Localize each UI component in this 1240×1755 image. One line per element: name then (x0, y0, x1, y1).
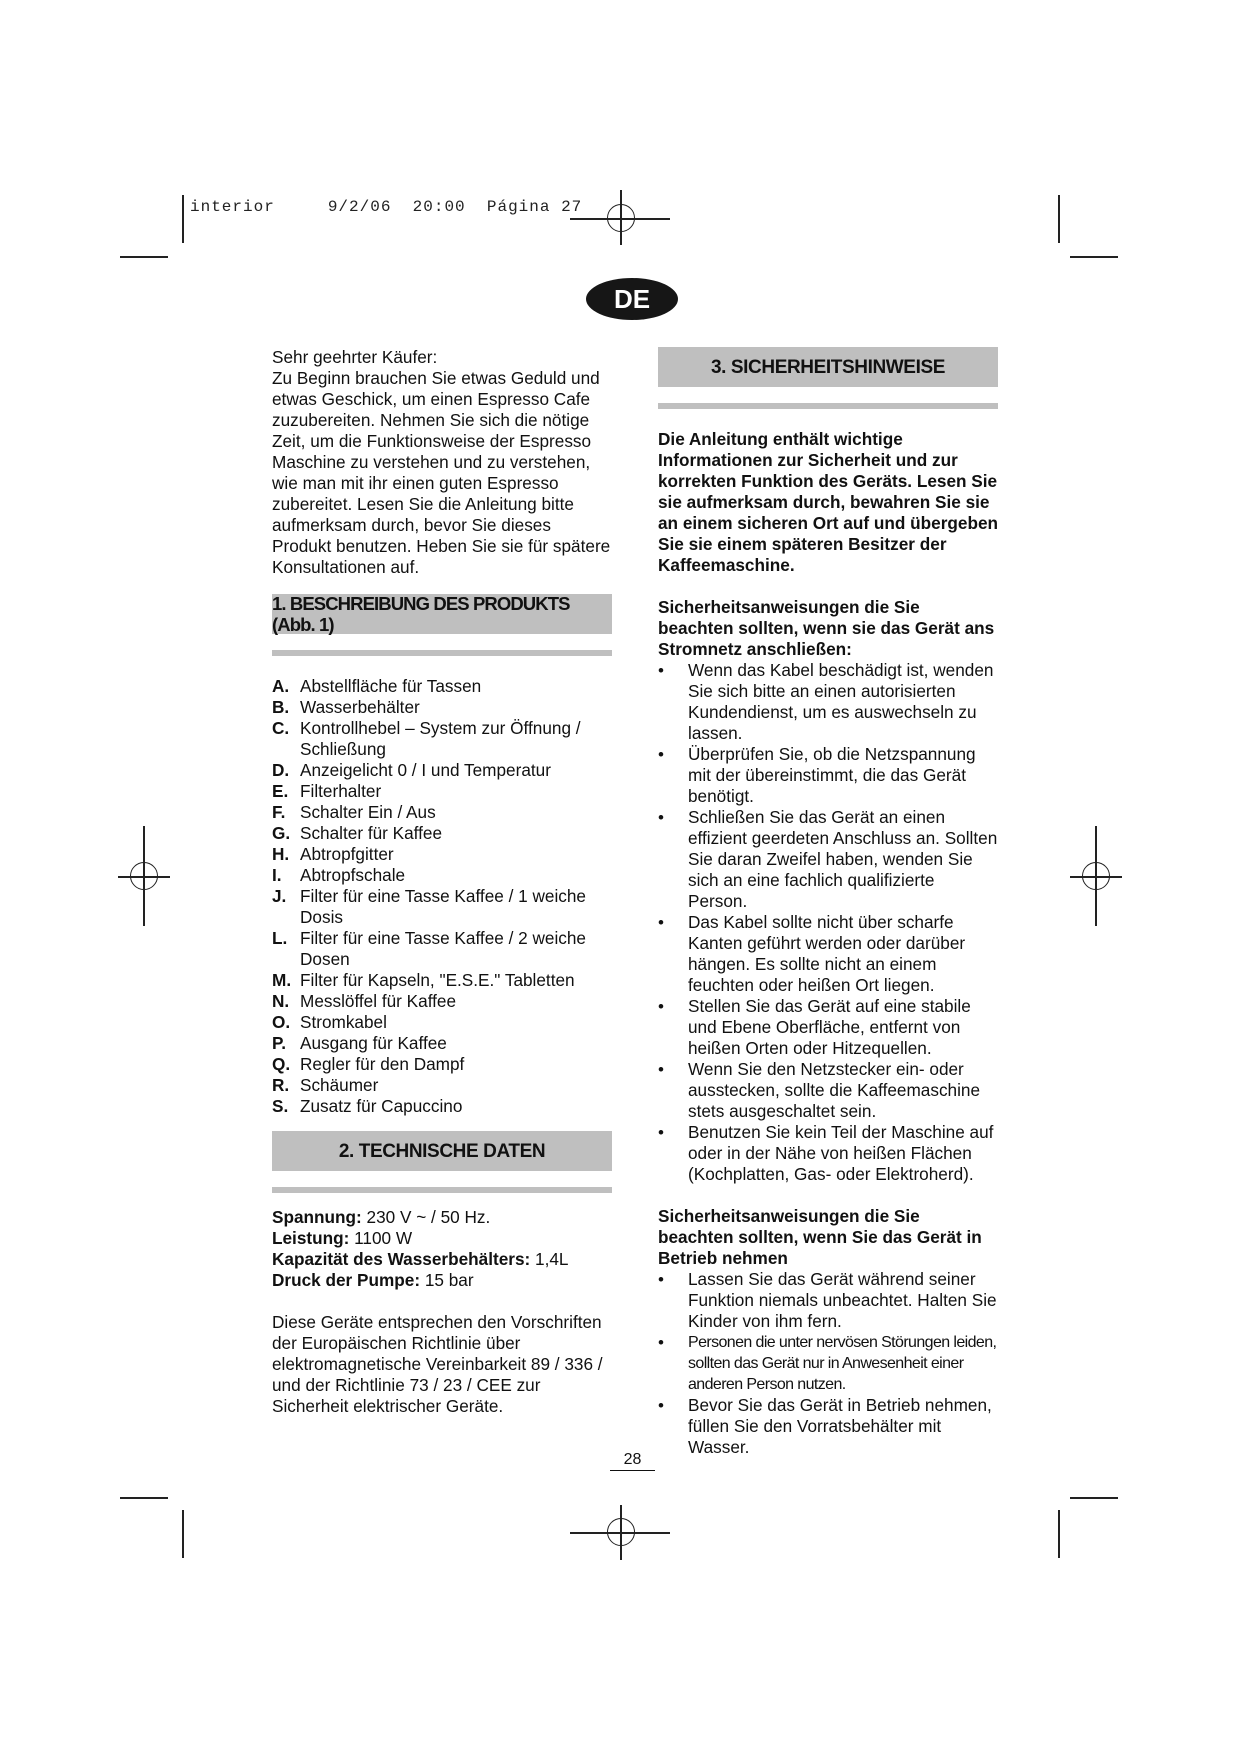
safety-item-text: Das Kabel sollte nicht über scharfe Kanten geführt werden oder darüber hängen. Es sollte nicht an einem feuchten oder heißen Ort liegen. (688, 912, 966, 995)
section3-divider (658, 403, 998, 409)
spec-value: 1100 W (354, 1228, 413, 1248)
part-text: Schalter für Kaffee (300, 823, 443, 843)
part-text: Abtropfgitter (300, 844, 394, 864)
safety-item (658, 1395, 998, 1458)
spec-row (272, 1270, 612, 1291)
section2-header-block (272, 1131, 612, 1193)
part-item (272, 802, 612, 823)
bullet-icon: • (658, 808, 664, 827)
safety-item-text: Lassen Sie das Gerät während seiner Funktion niemals unbeachtet. Halten Sie Kinder von ihm fern. (688, 1269, 997, 1331)
crop-mark (1070, 256, 1118, 258)
intro-salutation: Sehr geehrter Käufer: (272, 347, 438, 367)
crop-mark (1070, 1497, 1118, 1499)
part-item (272, 697, 612, 718)
safety-item (658, 996, 998, 1059)
section1-title: 1. BESCHREIBUNG DES PRODUKTS (Abb. 1) (272, 594, 612, 634)
spec-row (272, 1207, 612, 1228)
page-number: 28 (610, 1451, 655, 1471)
bullet-icon: • (658, 1396, 664, 1415)
part-item (272, 1012, 612, 1033)
crop-mark (1058, 195, 1060, 243)
part-letter: B. (272, 697, 290, 717)
crop-mark (182, 1510, 184, 1558)
bullet-icon: • (658, 1270, 664, 1289)
slug-time: 20:00 (412, 198, 466, 216)
part-letter: H. (272, 844, 290, 864)
part-text: Filter für eine Tasse Kaffee / 2 weiche Dosen (300, 928, 586, 969)
bullet-icon: • (658, 1333, 664, 1352)
spec-label: Leistung: (272, 1228, 350, 1248)
part-letter: N. (272, 991, 290, 1011)
safety-item (658, 807, 998, 912)
safety-subtitle-operation: Sicherheitsanweisungen die Sie beachten sollten, wenn Sie das Gerät in Betrieb nehmen (658, 1206, 982, 1268)
section3-title: 3. SICHERHEITSHINWEISE (658, 347, 998, 387)
part-text: Anzeigelicht 0 / I und Temperatur (300, 760, 551, 780)
part-item (272, 823, 612, 844)
intro-body: Zu Beginn brauchen Sie etwas Geduld und etwas Geschick, um einen Espresso Cafe zuzubereiten. Nehmen Sie sich die nötige Zeit, um die Funktionsweise der Espresso Maschine zu verstehen und zu verstehen, wie man mit ihr einen guten Espresso zubereitet. Lesen Sie die Anleitung bitte aufmerksam durch, bevor Sie dieses Produkt benutzen. Heben Sie sie für spätere Konsultationen auf. (272, 368, 611, 577)
part-letter: M. (272, 970, 292, 990)
part-text: Filterhalter (300, 781, 382, 801)
right-column (658, 347, 998, 1458)
part-item (272, 1033, 612, 1054)
section2-divider (272, 1187, 612, 1193)
safety-item (658, 1332, 998, 1395)
spec-label: Kapazität des Wasserbehälters: (272, 1249, 531, 1269)
part-item (272, 886, 612, 928)
safety-item-text: Wenn Sie den Netzstecker ein- oder ausstecken, sollte die Kaffeemaschine stets ausgeschaltet sein. (688, 1059, 981, 1121)
part-text: Schalter Ein / Aus (300, 802, 436, 822)
part-letter: E. (272, 781, 289, 801)
safety-item (658, 912, 998, 996)
part-letter: Q. (272, 1054, 291, 1074)
slug-date: 9/2/06 (327, 198, 392, 216)
part-letter: O. (272, 1012, 291, 1032)
spec-value: 15 bar (424, 1270, 474, 1290)
compliance-text: Diese Geräte entsprechen den Vorschriften der Europäischen Richtlinie über elektromagnetische Vereinbarkeit 89 / 336 / und der Richtlinie 73 / 23 / CEE zur Sicherheit elektrischer Geräte. (272, 1312, 603, 1416)
part-letter: I. (272, 865, 282, 885)
section2-title: 2. TECHNISCHE DATEN (272, 1131, 612, 1171)
safety-item (658, 744, 998, 807)
part-text: Kontrollhebel – System zur Öffnung / Schließung (300, 718, 581, 759)
print-slug (190, 198, 582, 216)
part-item (272, 928, 612, 970)
specs-list (272, 1207, 612, 1291)
safety-item-text: Wenn das Kabel beschädigt ist, wenden Sie sich bitte an einen autorisierten Kundendienst, um es auswechseln zu lassen. (688, 660, 994, 743)
part-item (272, 676, 612, 697)
safety-item (658, 1122, 998, 1185)
spec-row (272, 1249, 612, 1270)
part-item (272, 970, 612, 991)
safety-item-text: Personen die unter nervösen Störungen leiden, sollten das Gerät nur in Anwesenheit einer anderen Person nutzen. (688, 1334, 997, 1393)
part-text: Messlöffel für Kaffee (300, 991, 457, 1011)
part-text: Abtropfschale (300, 865, 406, 885)
part-text: Schäumer (300, 1075, 379, 1095)
safety-item-text: Benutzen Sie kein Teil der Maschine auf oder in der Nähe von heißen Flächen (Kochplatten, Gas- oder Elektroherd). (688, 1122, 994, 1184)
crop-mark (120, 1497, 168, 1499)
safety-item-text: Überprüfen Sie, ob die Netzspannung mit der übereinstimmt, die das Gerät benötigt. (688, 744, 976, 806)
section1-header-block (272, 594, 612, 656)
left-column (272, 347, 612, 1417)
safety-item (658, 660, 998, 744)
bullet-icon: • (658, 745, 664, 764)
safety-list-operation (658, 1269, 998, 1458)
spec-label: Spannung: (272, 1207, 362, 1227)
spec-value: 230 V ~ / 50 Hz. (366, 1207, 491, 1227)
part-letter: A. (272, 676, 290, 696)
part-letter: S. (272, 1096, 289, 1116)
part-text: Ausgang für Kaffee (300, 1033, 447, 1053)
bullet-icon: • (658, 913, 664, 932)
language-badge: DE (586, 278, 678, 320)
part-item (272, 865, 612, 886)
part-item (272, 781, 612, 802)
bullet-icon: • (658, 1060, 664, 1079)
part-item (272, 760, 612, 781)
part-letter: D. (272, 760, 290, 780)
part-letter: L. (272, 928, 288, 948)
part-letter: P. (272, 1033, 287, 1053)
slug-page: Página 27 (486, 198, 583, 216)
safety-list-connection (658, 660, 998, 1185)
bullet-icon: • (658, 661, 664, 680)
part-text: Stromkabel (300, 1012, 387, 1032)
parts-list (272, 676, 612, 1117)
part-text: Regler für den Dampf (300, 1054, 465, 1074)
safety-item (658, 1059, 998, 1122)
part-letter: F. (272, 802, 286, 822)
safety-intro: Die Anleitung enthält wichtige Informationen zur Sicherheit und zur korrekten Funktion des Geräts. Lesen Sie sie aufmerksam durch, bewahren Sie sie an einem sicheren Ort auf und übergeben Sie sie einem späteren Besitzer der Kaffeemaschine. (658, 429, 998, 575)
part-letter: G. (272, 823, 291, 843)
part-text: Filter für Kapseln, "E.S.E." Tabletten (300, 970, 575, 990)
crop-mark (120, 256, 168, 258)
bullet-icon: • (658, 997, 664, 1016)
part-letter: J. (272, 886, 287, 906)
spec-label: Druck der Pumpe: (272, 1270, 421, 1290)
part-item (272, 1096, 612, 1117)
part-letter: R. (272, 1075, 290, 1095)
part-text: Wasserbehälter (300, 697, 420, 717)
part-text: Zusatz für Capuccino (300, 1096, 463, 1116)
section1-divider (272, 650, 612, 656)
part-item (272, 1054, 612, 1075)
part-item (272, 991, 612, 1012)
part-item (272, 1075, 612, 1096)
slug-file: interior (190, 198, 275, 216)
safety-item (658, 1269, 998, 1332)
section3-header-block (658, 347, 998, 409)
part-letter: C. (272, 718, 290, 738)
crop-mark (1058, 1510, 1060, 1558)
safety-item-text: Bevor Sie das Gerät in Betrieb nehmen, füllen Sie den Vorratsbehälter mit Wasser. (688, 1395, 992, 1457)
safety-item-text: Stellen Sie das Gerät auf eine stabile und Ebene Oberfläche, entfernt von heißen Orten oder Hitzequellen. (688, 996, 971, 1058)
part-item (272, 844, 612, 865)
safety-subtitle-connection: Sicherheitsanweisungen die Sie beachten sollten, wenn sie das Gerät ans Stromnetz anschließen: (658, 597, 995, 659)
part-text: Filter für eine Tasse Kaffee / 1 weiche Dosis (300, 886, 586, 927)
spec-row (272, 1228, 612, 1249)
crop-mark (182, 195, 184, 243)
spec-value: 1,4L (535, 1249, 569, 1269)
safety-item-text: Schließen Sie das Gerät an einen effizient geerdeten Anschluss an. Sollten Sie daran Zweifel haben, wenden Sie sich an eine fachlich qualifizierte Person. (688, 807, 998, 911)
part-item (272, 718, 612, 760)
bullet-icon: • (658, 1123, 664, 1142)
part-text: Abstellfläche für Tassen (300, 676, 482, 696)
